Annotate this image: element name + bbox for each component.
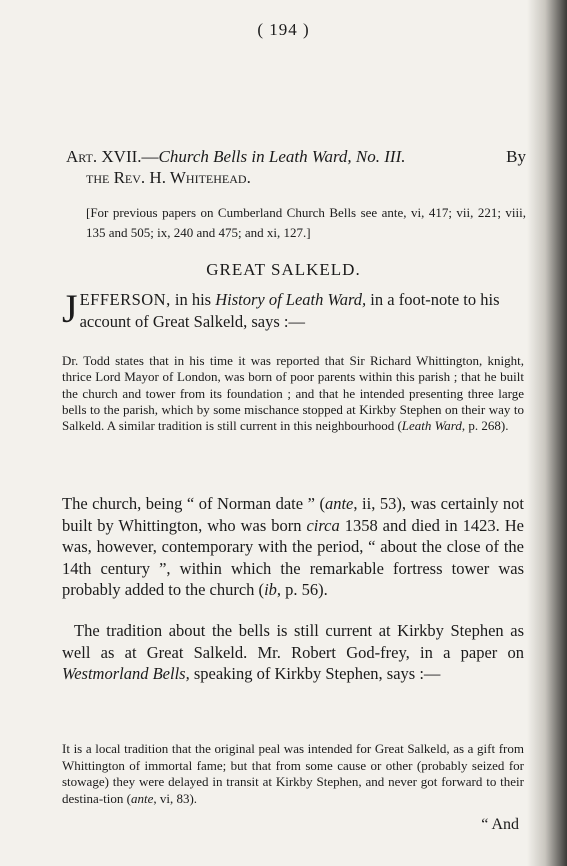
quote1-end: , p. 268). (461, 418, 509, 434)
paragraph-norman-date (62, 493, 524, 601)
article-title: Church Bells in Leath Ward, No. III. (158, 147, 406, 166)
article-number: Art. XVII.— (66, 147, 159, 166)
quotation-todd (62, 353, 524, 434)
previous-papers-note: [For previous papers on Cumberland Church Bells see ante, vi, 417; vii, 221; viii, 135 and 505; ix, 240 and 475; and xi, 127.] (86, 205, 526, 240)
lead-paragraph (62, 286, 526, 333)
p1-c: 1358 and died in 1423. He was, however, contemporary with the period, “ about the close of the 14th century ”, within which the remarkable fortress tower was probably added to the church ( (62, 515, 524, 599)
article-author: the Rev. H. Whitehead. (86, 168, 251, 187)
p1-ib: ib (264, 580, 277, 599)
lead-name: EFFERSON, (79, 290, 171, 309)
p1-ante: ante (324, 494, 354, 513)
article-header (66, 146, 526, 188)
p1-a: The church, being “ of Norman date ” ( (62, 494, 325, 513)
page-edge-shadow (527, 0, 567, 866)
article-by: By (506, 147, 526, 166)
p1-b: , ii, 53), was certainly not built by Whittington, who was born (62, 494, 524, 535)
quotation-godfrey (62, 741, 524, 807)
p1-d: , p. 56). (276, 580, 328, 599)
quote2-b: , vi, 83). (153, 790, 198, 806)
page-number: ( 194 ) (257, 20, 310, 39)
quote1-text: Dr. Todd states that in his time it was reported that Sir Richard Whittington, knight, thrice Lord Mayor of London, was born of poor parents within this parish ; that he built the church and tower from its foundation ; and that he intended presenting three large bells to the parish, which by some mischance stopped at Kirkby Stephen on their way to Salkeld. A similar tradition is still current in this neighbourhood ( (62, 353, 524, 434)
p1-circa: circa (306, 515, 340, 535)
lead-text-b: in a foot-note to his account of Great Salkeld, says :— (79, 290, 500, 331)
section-heading: GREAT SALKELD. (206, 260, 361, 279)
catchword: “ And (481, 816, 519, 833)
quote1-cite: Leath Ward (401, 418, 462, 434)
lead-text-a: in his (170, 290, 216, 309)
p2-title: Westmorland Bells, (62, 664, 190, 683)
quote2-a: It is a local tradition that the original peal was intended for Great Salkeld, as a gift from Whittington of immortal fame; but that from some cause or other (probably seized for stowage) they were delayed in transit at Kirkby Stephen, and never got forward to their destina-tion ( (62, 741, 524, 806)
quote2-ante: ante (130, 790, 154, 806)
p2-a: The tradition about the bells is still current at Kirkby Stephen as well as at Great Salkeld. Mr. Robert God-frey, in a paper on (62, 621, 524, 662)
lead-book-title: History of Leath Ward, (215, 290, 367, 309)
drop-cap: J (62, 286, 78, 331)
p2-b: speaking of Kirkby Stephen, says :— (189, 664, 441, 683)
paragraph-tradition (62, 620, 524, 685)
